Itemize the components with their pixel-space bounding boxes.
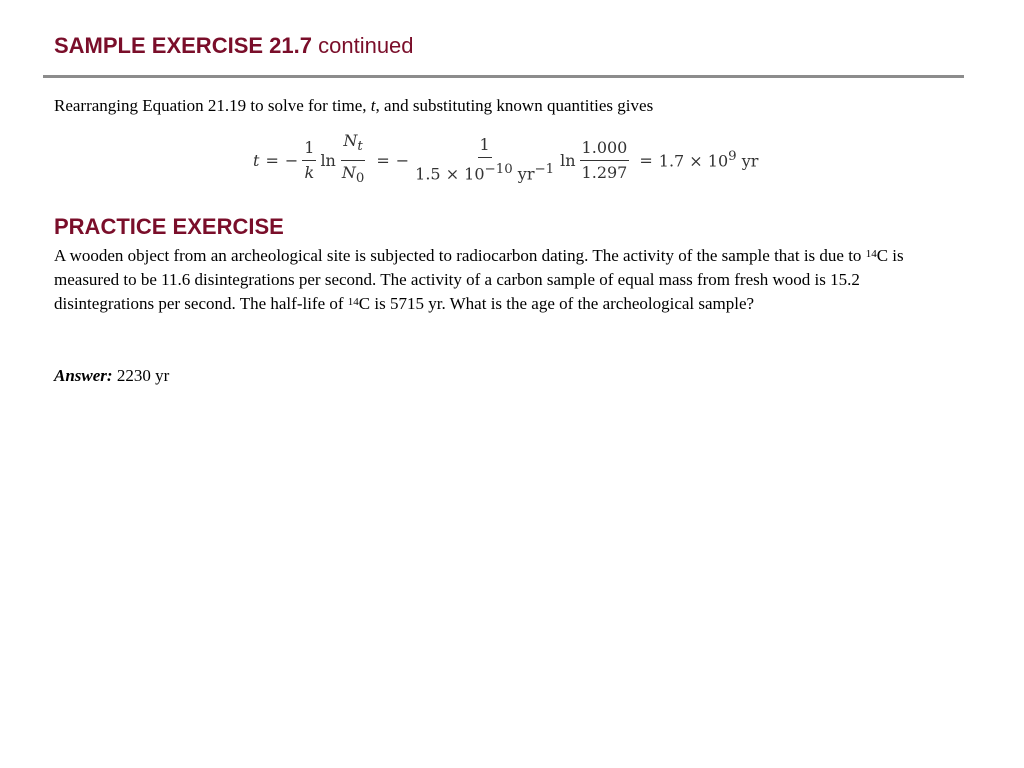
eq-equals-3: = xyxy=(639,150,653,170)
fraction-one-over-k-value xyxy=(413,134,556,185)
fraction-nt-over-n0 xyxy=(340,130,366,189)
title-bold: SAMPLE EXERCISE 21.7 xyxy=(54,33,312,58)
answer-label: Answer: xyxy=(54,366,113,385)
answer-value: 2230 yr xyxy=(112,366,170,385)
eq-minus-1: − xyxy=(284,150,299,170)
intro-var: t xyxy=(370,96,376,115)
eq-equals-2: = xyxy=(376,150,390,170)
fraction-denominator: k xyxy=(304,162,315,182)
ln-operator: ln xyxy=(560,150,576,170)
fraction-denominator: $N_0$ xyxy=(341,162,365,186)
eq-equals-1: = xyxy=(265,150,279,170)
slide-title xyxy=(54,33,414,59)
eq-result: $1.7 \times 10^9$ yr xyxy=(658,149,759,171)
eq-lhs: t xyxy=(253,150,260,170)
title-divider xyxy=(43,75,964,78)
ln-operator: ln xyxy=(320,150,336,170)
title-suffix: continued xyxy=(318,33,414,58)
fraction-one-over-k xyxy=(302,137,316,184)
fraction-denominator: $1.5 \times 10^{-10}$ $yr^{-1}$ xyxy=(415,162,555,184)
practice-question: A wooden object from an archeological site is subjected to radiocarbon dating. The activity of the sample that is due to $^{14}$C is measured to be 11.6 disintegrations per second. The activity of a carbon sample of equal mass from fresh wood is 15.2 disintegrations per second. The half-life of $^{14}$C is 5715 yr. What is the age of the archeological sample? xyxy=(54,246,904,313)
fraction-activity-ratio xyxy=(580,137,630,184)
fraction-numerator: 1 xyxy=(478,134,492,158)
practice-answer xyxy=(54,366,169,386)
fraction-numerator: 1 xyxy=(302,137,316,161)
fraction-numerator: $N_t$ xyxy=(341,130,364,160)
isotope-mass-number: 14 xyxy=(865,248,877,260)
fraction-numerator: 1.000 xyxy=(580,137,630,161)
decay-equation xyxy=(253,132,758,188)
eq-minus-2: − xyxy=(395,150,410,170)
intro-lead: Rearranging Equation 21.19 to solve for time, xyxy=(54,96,371,115)
isotope-mass-number: 14 xyxy=(347,296,359,308)
practice-heading: PRACTICE EXERCISE xyxy=(54,214,284,239)
fraction-denominator: 1.297 xyxy=(581,162,628,182)
intro-tail: , and substituting known quantities gives xyxy=(375,96,654,115)
intro-text xyxy=(54,96,653,116)
